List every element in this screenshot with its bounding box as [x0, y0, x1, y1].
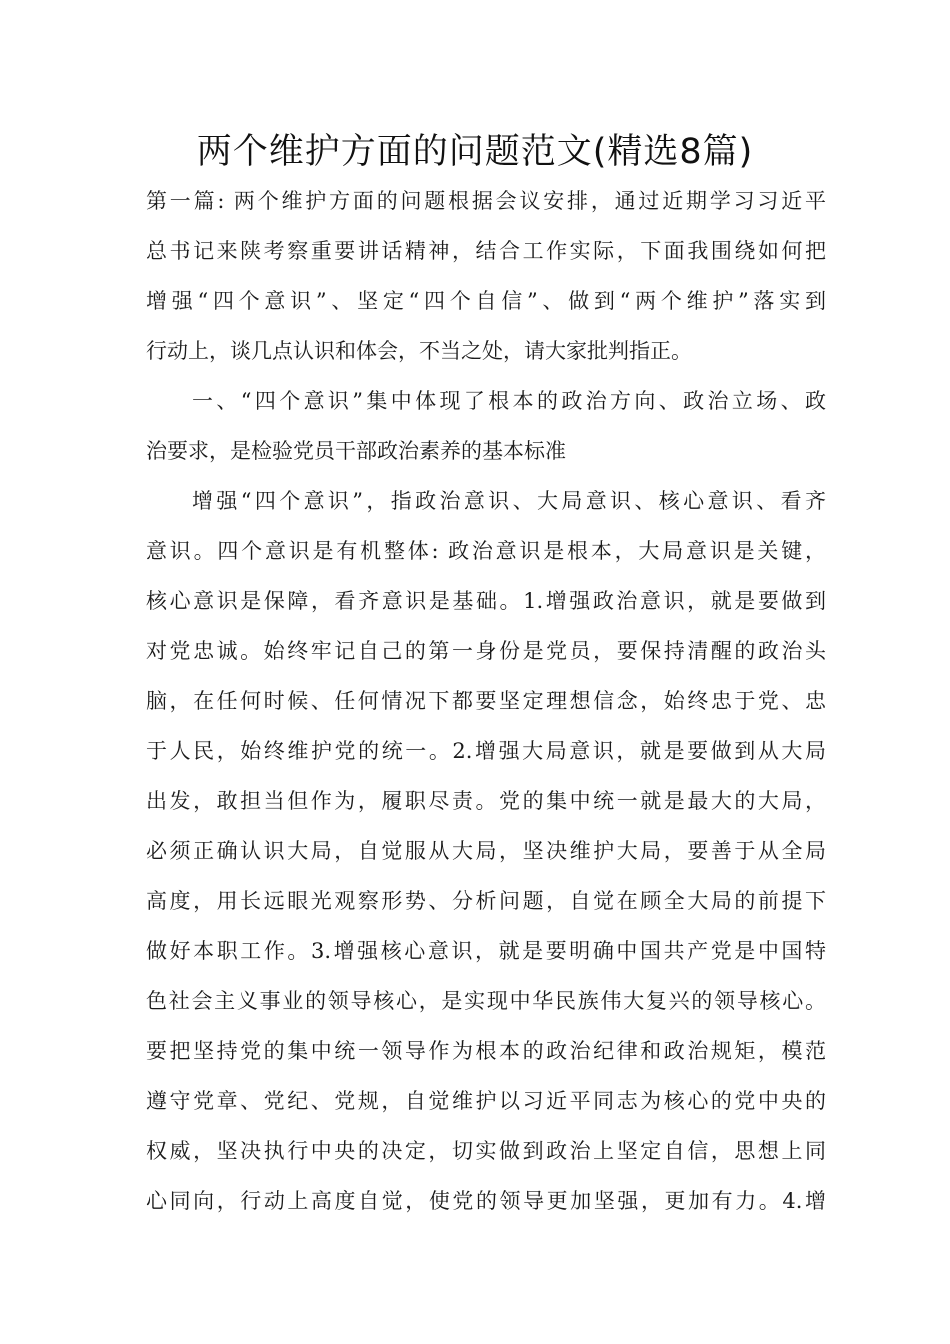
body-line: 于人民，始终维护党的统一。2.增强大局意识，就是要做到从大局: [146, 739, 826, 763]
body-line: 高度，用长远眼光观察形势、分析问题，自觉在顾全大局的前提下: [146, 889, 826, 913]
body-line: 遵守党章、党纪、党规，自觉维护以习近平同志为核心的党中央的: [146, 1089, 826, 1113]
body-line: 增强“四个意识”，指政治意识、大局意识、核心意识、看齐: [192, 489, 826, 513]
section-heading-line: 一、“四个意识”集中体现了根本的政治方向、政治立场、政: [192, 389, 826, 413]
body-line: 核心意识是保障，看齐意识是基础。1.增强政治意识，就是要做到: [146, 589, 826, 613]
body-line: 行动上，谈几点认识和体会，不当之处，请大家批判指正。: [146, 339, 692, 363]
body-line: 总书记来陕考察重要讲话精神，结合工作实际，下面我围绕如何把: [146, 239, 826, 263]
body-line: 必须正确认识大局，自觉服从大局，坚决维护大局，要善于从全局: [146, 839, 826, 863]
section-heading-line: 治要求，是检验党员干部政治素养的基本标准: [146, 439, 566, 463]
body-line: 对党忠诚。始终牢记自己的第一身份是党员，要保持清醒的政治头: [146, 639, 826, 663]
body-line: 出发，敢担当但作为，履职尽责。党的集中统一就是最大的大局，: [146, 789, 826, 813]
body-line: 意识。四个意识是有机整体: 政治意识是根本，大局意识是关键，: [146, 539, 826, 563]
body-line: 心同向，行动上高度自觉，使党的领导更加坚强，更加有力。4.增: [146, 1189, 826, 1213]
body-line: 脑，在任何时候、任何情况下都要坚定理想信念，始终忠于党、忠: [146, 689, 826, 713]
body-line: 权威，坚决执行中央的决定，切实做到政治上坚定自信，思想上同: [146, 1139, 826, 1163]
body-line: 色社会主义事业的领导核心，是实现中华民族伟大复兴的领导核心。: [146, 989, 826, 1013]
document-title: 两个维护方面的问题范文(精选8篇): [196, 132, 754, 172]
body-line: 要把坚持党的集中统一领导作为根本的政治纪律和政治规矩，模范: [146, 1039, 826, 1063]
body-line: 做好本职工作。3.增强核心意识，就是要明确中国共产党是中国特: [146, 939, 826, 963]
body-line: 增强“四个意识”、坚定“四个自信”、做到“两个维护”落实到: [146, 289, 826, 313]
body-line: 第一篇: 两个维护方面的问题根据会议安排，通过近期学习习近平: [146, 189, 826, 213]
